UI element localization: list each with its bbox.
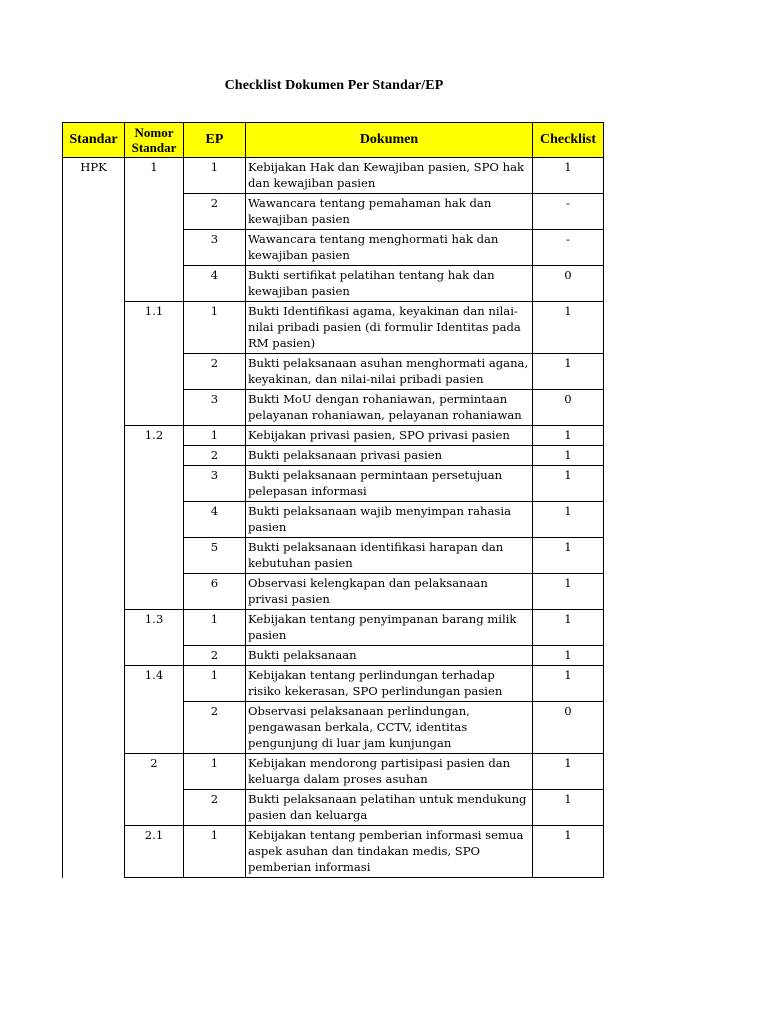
cell-nomor-standar: 1.3 [125, 610, 184, 666]
cell-dokumen: Bukti pelaksanaan [246, 646, 533, 666]
cell-ep: 3 [184, 466, 246, 502]
table-row [63, 754, 604, 790]
cell-dokumen: Bukti Identifikasi agama, keyakinan dan nilai-nilai pribadi pasien (di formulir Identitas pada RM pasien) [246, 302, 533, 354]
header-nomor-standar: Nomor Standar [125, 123, 184, 158]
cell-ep: 2 [184, 790, 246, 826]
cell-dokumen: Kebijakan privasi pasien, SPO privasi pasien [246, 426, 533, 446]
cell-ep: 4 [184, 502, 246, 538]
cell-ep: 2 [184, 446, 246, 466]
cell-checklist: 1 [533, 754, 604, 790]
cell-dokumen: Bukti pelaksanaan permintaan persetujuan pelepasan informasi [246, 466, 533, 502]
table-row [63, 426, 604, 446]
cell-nomor-standar: 1.1 [125, 302, 184, 426]
cell-ep: 1 [184, 826, 246, 878]
cell-ep: 2 [184, 646, 246, 666]
cell-checklist: 0 [533, 390, 604, 426]
cell-checklist: 1 [533, 354, 604, 390]
header-standar: Standar [63, 123, 125, 158]
page-title: Checklist Dokumen Per Standar/EP [224, 78, 444, 93]
cell-nomor-standar: 1 [125, 158, 184, 302]
cell-ep: 1 [184, 610, 246, 646]
cell-dokumen: Kebijakan tentang penyimpanan barang milik pasien [246, 610, 533, 646]
cell-nomor-standar: 2 [125, 754, 184, 826]
cell-dokumen: Bukti pelaksanaan pelatihan untuk mendukung pasien dan keluarga [246, 790, 533, 826]
table-row [63, 302, 604, 354]
cell-ep: 1 [184, 666, 246, 702]
cell-checklist: 1 [533, 446, 604, 466]
cell-nomor-standar: 1.4 [125, 666, 184, 754]
cell-dokumen: Observasi pelaksanaan perlindungan, pengawasan berkala, CCTV, identitas pengunjung di luar jam kunjungan [246, 702, 533, 754]
cell-checklist: 1 [533, 826, 604, 878]
cell-ep: 1 [184, 158, 246, 194]
cell-checklist: 1 [533, 666, 604, 702]
cell-dokumen: Wawancara tentang pemahaman hak dan kewajiban pasien [246, 194, 533, 230]
cell-nomor-standar: 1.2 [125, 426, 184, 610]
header-checklist: Checklist [533, 123, 604, 158]
header-dokumen: Dokumen [246, 123, 533, 158]
cell-nomor-standar: 2.1 [125, 826, 184, 878]
cell-checklist: 1 [533, 610, 604, 646]
header-ep: EP [184, 123, 246, 158]
cell-checklist: 1 [533, 426, 604, 446]
table-body [63, 158, 604, 878]
cell-ep: 3 [184, 230, 246, 266]
cell-dokumen: Kebijakan mendorong partisipasi pasien dan keluarga dalam proses asuhan [246, 754, 533, 790]
cell-ep: 2 [184, 194, 246, 230]
cell-dokumen: Bukti pelaksanaan identifikasi harapan dan kebutuhan pasien [246, 538, 533, 574]
cell-dokumen: Wawancara tentang menghormati hak dan kewajiban pasien [246, 230, 533, 266]
header-row [63, 123, 604, 158]
cell-checklist: 1 [533, 158, 604, 194]
cell-dokumen: Observasi kelengkapan dan pelaksanaan privasi pasien [246, 574, 533, 610]
table-row [63, 826, 604, 878]
cell-checklist: 1 [533, 302, 604, 354]
cell-checklist: 0 [533, 266, 604, 302]
cell-checklist: 0 [533, 702, 604, 754]
cell-dokumen: Bukti MoU dengan rohaniawan, permintaan pelayanan rohaniawan, pelayanan rohaniawan [246, 390, 533, 426]
cell-checklist: 1 [533, 790, 604, 826]
cell-checklist: 1 [533, 574, 604, 610]
cell-dokumen: Bukti pelaksanaan privasi pasien [246, 446, 533, 466]
cell-dokumen: Bukti sertifikat pelatihan tentang hak dan kewajiban pasien [246, 266, 533, 302]
cell-dokumen: Kebijakan Hak dan Kewajiban pasien, SPO hak dan kewajiban pasien [246, 158, 533, 194]
table-row [63, 158, 604, 194]
cell-ep: 3 [184, 390, 246, 426]
cell-ep: 2 [184, 354, 246, 390]
cell-ep: 6 [184, 574, 246, 610]
cell-ep: 4 [184, 266, 246, 302]
cell-dokumen: Kebijakan tentang perlindungan terhadap risiko kekerasan, SPO perlindungan pasien [246, 666, 533, 702]
checklist-table [62, 122, 604, 878]
table-row [63, 610, 604, 646]
cell-dokumen: Kebijakan tentang pemberian informasi semua aspek asuhan dan tindakan medis, SPO pemberian informasi [246, 826, 533, 878]
cell-checklist: - [533, 194, 604, 230]
cell-checklist: - [533, 230, 604, 266]
cell-checklist: 1 [533, 466, 604, 502]
cell-dokumen: Bukti pelaksanaan wajib menyimpan rahasia pasien [246, 502, 533, 538]
cell-standar: HPK [63, 158, 125, 878]
table-row [63, 666, 604, 702]
cell-ep: 5 [184, 538, 246, 574]
cell-ep: 1 [184, 754, 246, 790]
cell-ep: 2 [184, 702, 246, 754]
cell-dokumen: Bukti pelaksanaan asuhan menghormati agana, keyakinan, dan nilai-nilai pribadi pasien [246, 354, 533, 390]
cell-checklist: 1 [533, 502, 604, 538]
cell-checklist: 1 [533, 646, 604, 666]
cell-ep: 1 [184, 302, 246, 354]
cell-ep: 1 [184, 426, 246, 446]
cell-checklist: 1 [533, 538, 604, 574]
